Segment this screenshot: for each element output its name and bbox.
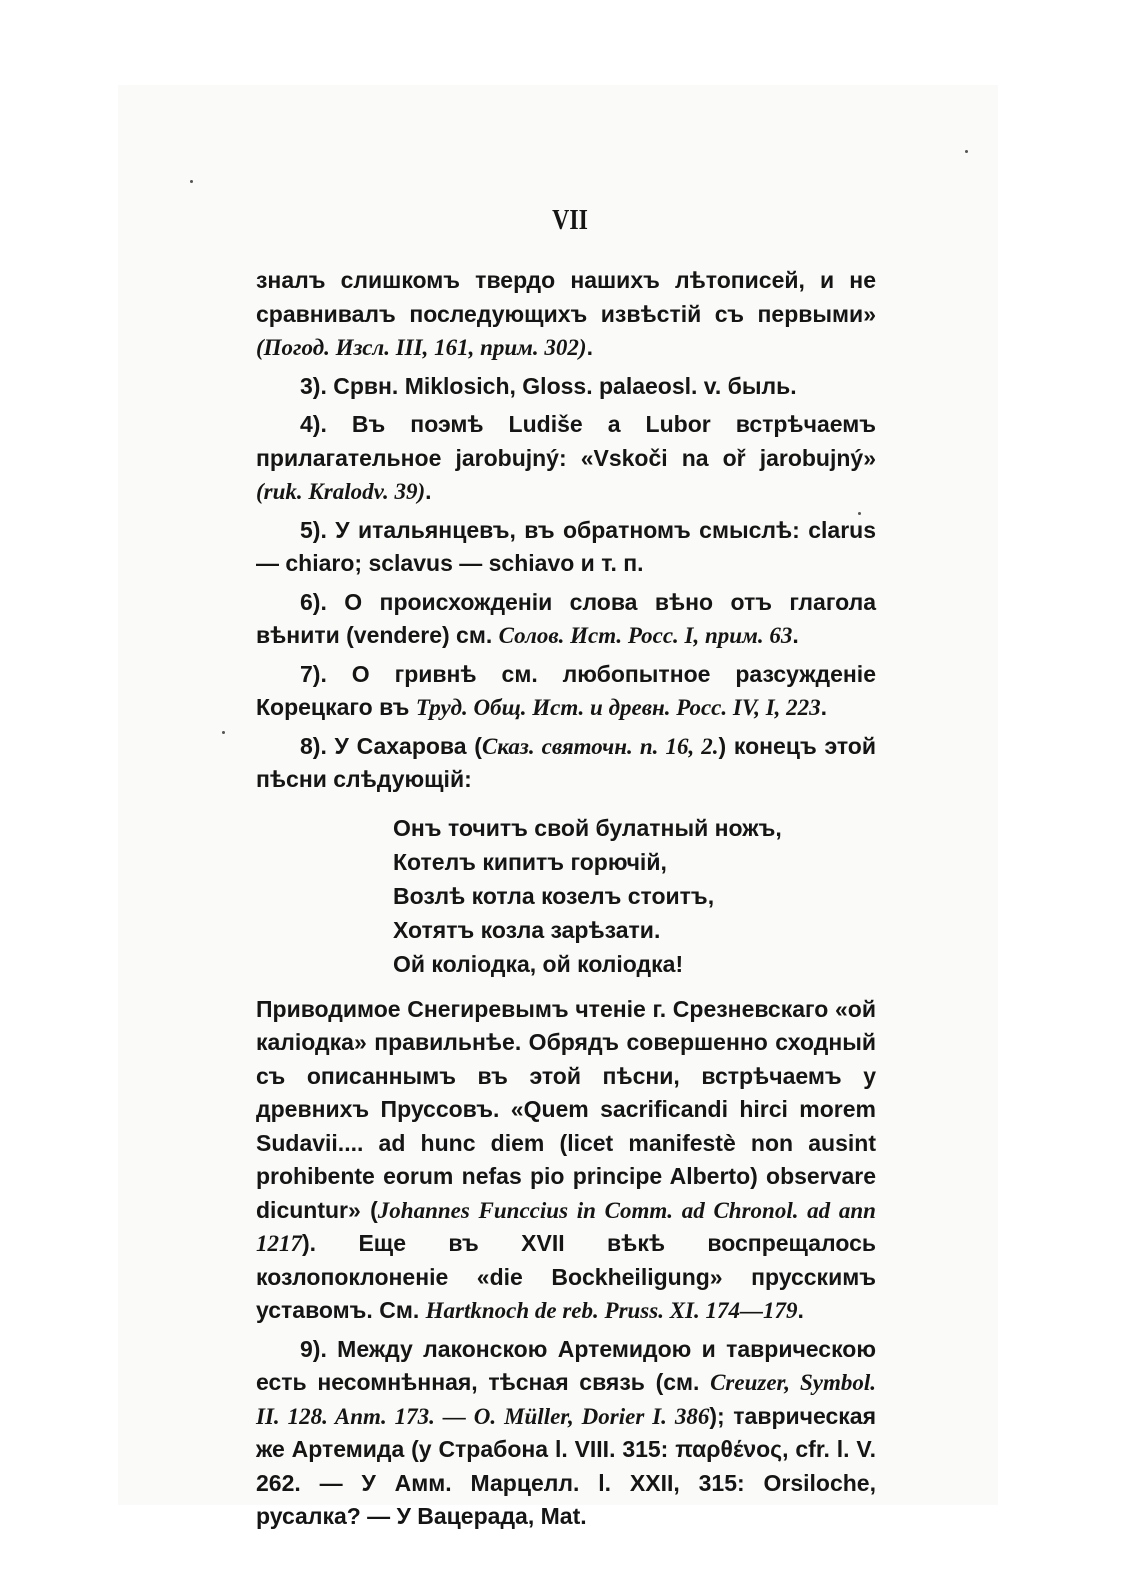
verse-line: Онъ точитъ свой булатный ножъ, [393,814,782,841]
footnote-3: 3). Срвн. Miklosich, Gloss. palaeosl. v. быль. [300,372,797,399]
scan-speck [190,180,193,183]
scan-speck [858,512,861,515]
citation: Труд. Общ. Ист. и древн. Росс. IV, I, 223 [415,695,821,720]
verse-line: Хотятъ козла зарѣзати. [393,916,661,943]
verse-line: Возлѣ котла козелъ стоитъ, [393,882,715,909]
page-body [256,264,876,1539]
page-number: VII [552,205,588,236]
footnote-4: 4). Въ поэмѣ Ludiše a Lubor встрѣчаемъ прилагательное jarobujný: «Vskoči na oř jarobujný» (ruk. Kralodv. 39). [256,411,876,504]
verse-line: Котелъ кипитъ горючій, [393,848,667,875]
scan-speck [965,150,968,153]
verse-line: Ой коліодка, ой коліодка! [393,950,684,977]
paragraph-after-verse: Приводимое Снегиревымъ чтеніе г. Срезневскаго «ой каліодка» правильнѣе. Обрядъ совершенно сходный съ описаннымъ въ этой пѣсни, встрѣчаемъ у древнихъ Пруссовъ. «Quem sacrificandi hirci morem Sudavii.... ad hunc diem (licet manifestè non ausint prohibente eorum nefas pio principe Alberto) observare dicuntur» (Johannes Funccius in Comm. ad Chronol. ad ann 1217). Еще въ XVII вѣкѣ воспрещалось козлопоклоненіе «die Bockheiligung» прусскимъ уставомъ. См. Hartknoch de reb. Pruss. XI. 174—179. [256,995,876,1323]
verse-block [393,811,876,981]
scan-speck [222,731,225,734]
footnote-7: 7). О гривнѣ см. любопытное разсужденіе Корецкаго въ Труд. Общ. Ист. и древн. Росс. IV, I, 223. [256,660,876,720]
citation: Johannes Funccius in Comm. ad Chronol. ad ann 1217 [256,1197,876,1256]
footnote-5: 5). У итальянцевъ, въ обратномъ смыслѣ: clarus — chiaro; sclavus — schiavo и т. п. [256,516,876,576]
paragraph-continuation: зналъ слишкомъ твердо нашихъ лѣтописей, и не сравнивалъ последующихъ извѣстій съ первыми» (Погод. Изсл. III, 161, прим. 302). [256,267,876,360]
citation: (Погод. Изсл. III, 161, прим. 302) [256,335,587,360]
citation: Creuzer, Symbol. II. 128. Anm. 173. — O. Müller, Dorier I. 386 [256,1370,876,1429]
citation: (ruk. Kralodv. 39) [256,479,426,504]
footnote-8: 8). У Сахарова (Сказ. святочн. п. 16, 2.) конецъ этой пѣсни слѣдующій: [256,732,876,792]
footnote-6: 6). О происхожденіи слова вѣно отъ глагола вѣнити (vendere) см. Солов. Ист. Росс. I, прим. 63. [256,588,876,648]
citation: Hartknoch de reb. Pruss. XI. 174—179 [425,1298,798,1323]
citation: Солов. Ист. Росс. I, прим. 63 [498,623,793,648]
citation: Сказ. святочн. п. 16, 2. [481,733,719,759]
footnote-9: 9). Между лаконскою Артемидою и таврическою есть несомнѣнная, тѣсная связь (см. Creuzer, Symbol. II. 128. Anm. 173. — O. Müller, Dorier I. 386); таврическая же Артемида (у Страбона l. VIII. 315: παρθένος, cfr. l. V. 262. — У Амм. Марцелл. l. XXII, 315: Orsiloche, русалка? — У Вацерада, Mat. [256,1335,876,1529]
